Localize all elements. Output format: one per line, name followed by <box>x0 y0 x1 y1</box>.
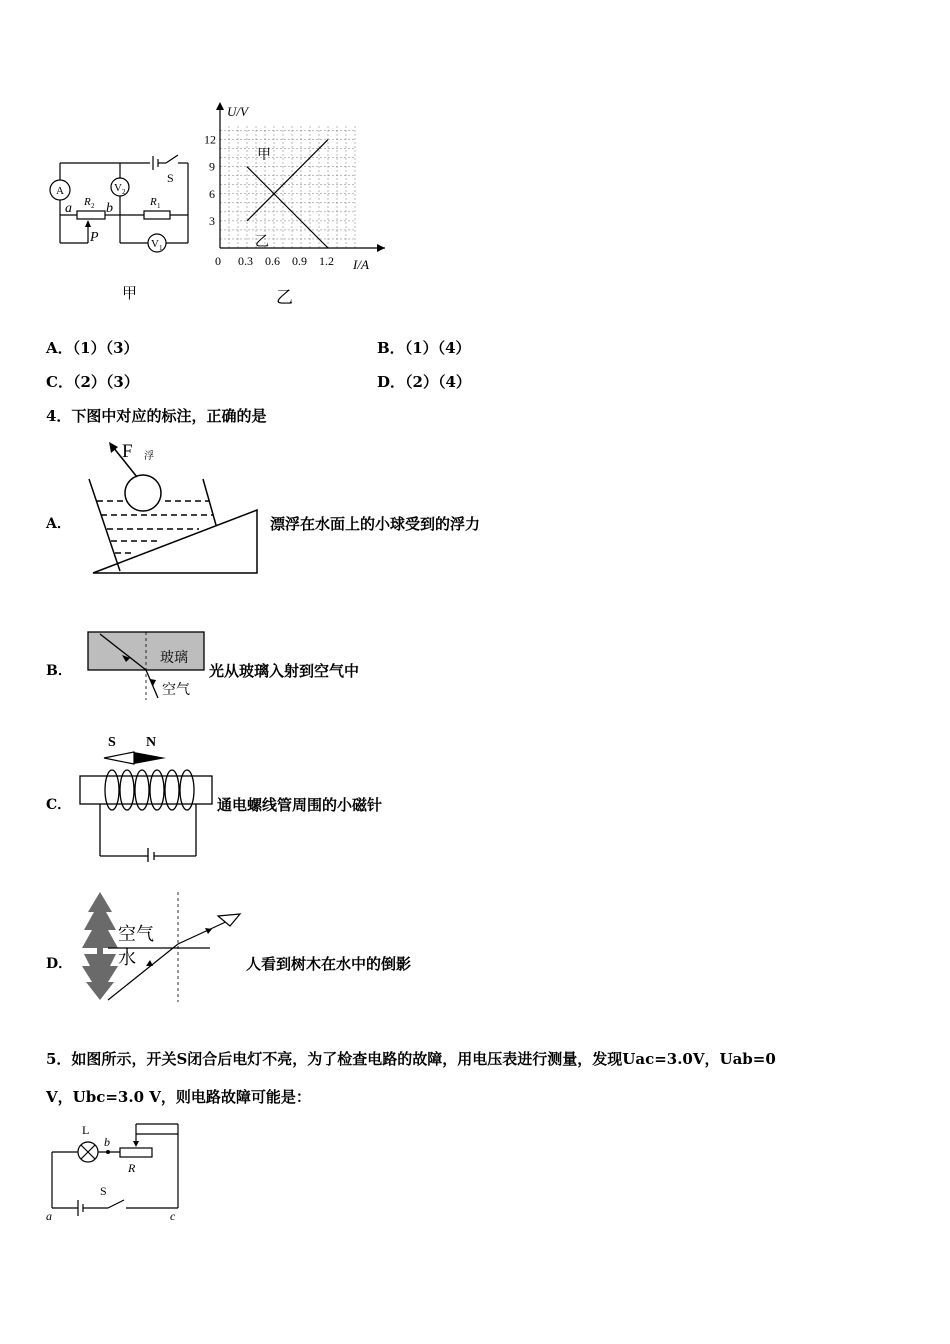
node-a-label-q5: a <box>46 1209 52 1223</box>
force-f-label: F <box>122 441 133 462</box>
option-letter: D． <box>377 373 406 391</box>
buoyancy-figure <box>85 437 265 579</box>
node-b-label-q5: b <box>104 1135 110 1149</box>
ammeter-label: A <box>56 185 64 197</box>
x-tick-label: 0.9 <box>292 254 307 268</box>
node-a-label: a <box>65 201 72 216</box>
q4-option-b-letter[interactable]: B． <box>46 663 72 679</box>
q4-option-a-text[interactable]: 漂浮在水面上的小球受到的浮力 <box>270 515 481 533</box>
q3-option-a[interactable] <box>46 337 139 358</box>
q3-option-c[interactable] <box>46 371 139 392</box>
q4-option-c-letter[interactable]: C． <box>46 797 72 813</box>
v2-label: V <box>114 182 122 194</box>
y-tick-label: 12 <box>204 132 216 147</box>
refraction-figure <box>86 630 208 702</box>
y-tick-label: 3 <box>209 213 215 228</box>
reflection-figure <box>78 890 248 1004</box>
v1-label: V <box>151 238 159 250</box>
compass-s-label: S <box>108 735 116 750</box>
q3-option-d[interactable] <box>377 371 471 392</box>
option-text: （1）（3） <box>72 339 139 357</box>
rheostat-r-label: R <box>128 1161 136 1175</box>
q5-stem-line2: V，Ubc=3.0 V，则电路故障可能是： <box>46 1088 311 1106</box>
r1-label: R <box>150 196 157 208</box>
y-tick-label: 6 <box>209 186 215 201</box>
series-label-jia: 甲 <box>257 148 271 163</box>
node-c-label-q5: c <box>170 1209 176 1223</box>
x-tick-label: 0 <box>215 254 221 268</box>
option-text: （1）（4） <box>404 339 471 357</box>
q4-stem: 4．下图中对应的标注，正确的是 <box>46 407 267 425</box>
slider-p-label: P <box>90 230 99 245</box>
y-axis-label: U/V <box>227 104 248 119</box>
option-letter: C． <box>46 373 73 391</box>
option-letter: A． <box>46 339 73 357</box>
figure-caption-jia: 甲 <box>122 284 138 302</box>
r1-sub: 1 <box>157 202 161 210</box>
glass-label: 玻璃 <box>160 651 188 666</box>
force-f-subscript: 浮 <box>144 451 154 462</box>
v2-sub: 2 <box>122 188 126 196</box>
air-label-d: 空气 <box>118 924 154 944</box>
solenoid-figure <box>78 728 214 862</box>
option-text: （2）（4） <box>405 373 471 391</box>
air-label-b: 空气 <box>162 683 190 698</box>
switch-s-label: S <box>167 171 174 185</box>
u-i-graph <box>195 98 390 278</box>
lamp-l-label: L <box>82 1123 90 1137</box>
x-tick-label: 0.6 <box>265 254 280 268</box>
r2-sub: 2 <box>91 202 95 210</box>
figure-caption-yi: 乙 <box>276 288 293 308</box>
x-tick-label: 1.2 <box>319 254 334 268</box>
water-label: 水 <box>118 948 136 968</box>
compass-n-label: N <box>146 735 157 750</box>
q4-option-b-text[interactable]: 光从玻璃入射到空气中 <box>209 662 360 680</box>
switch-s-label-q5: S <box>100 1184 107 1198</box>
q3-option-b[interactable] <box>377 337 471 358</box>
r2-label: R <box>84 196 91 208</box>
q4-option-d-text[interactable]: 人看到树木在水中的倒影 <box>246 955 412 973</box>
series-label-yi: 乙 <box>255 235 269 250</box>
q4-option-d-letter[interactable]: D． <box>46 956 73 972</box>
circuit-diagram-jia <box>40 140 200 265</box>
x-axis-label: I/A <box>353 257 369 272</box>
fault-circuit-figure <box>44 1120 184 1224</box>
y-tick-label: 9 <box>209 159 215 174</box>
option-letter: B． <box>377 339 405 357</box>
v1-sub: 1 <box>159 244 163 252</box>
x-tick-label: 0.3 <box>238 254 253 268</box>
q4-option-a-letter[interactable]: A． <box>46 516 71 532</box>
option-text: （2）（3） <box>72 373 139 391</box>
q4-option-c-text[interactable]: 通电螺线管周围的小磁针 <box>217 796 383 814</box>
q5-stem-line1: 5．如图所示，开关S闭合后电灯不亮，为了检查电路的故障，用电压表进行测量，发现Uac=3.0V，Uab=0 <box>46 1050 776 1068</box>
node-b-label: b <box>106 201 113 216</box>
